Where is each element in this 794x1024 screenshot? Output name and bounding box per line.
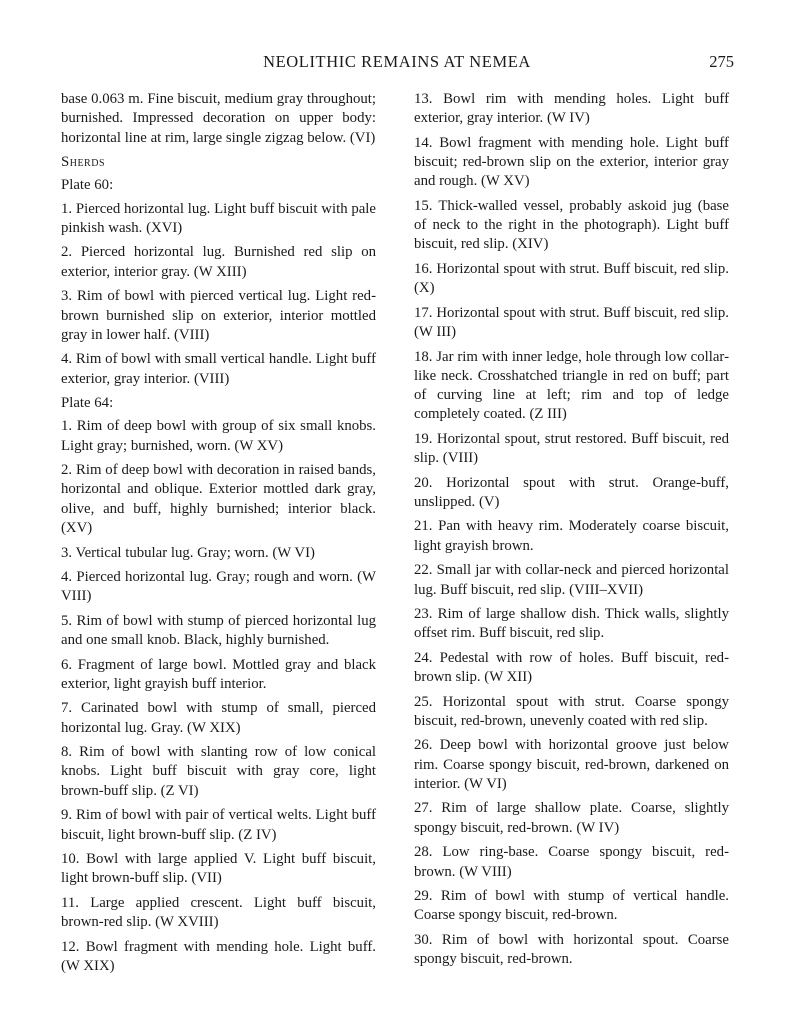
- page-header: [60, 52, 734, 76]
- catalog-entry: 15. Thick-walled vessel, probably askoid jug (base of neck to the right in the photograph). Light buff biscuit, red slip. (XIV): [414, 197, 729, 253]
- section-heading-sherds: Sherds: [61, 154, 106, 171]
- catalog-entry: 27. Rim of large shallow plate. Coarse, slightly spongy biscuit, red-brown. (W IV): [414, 800, 729, 836]
- catalog-entry: 2. Rim of deep bowl with decoration in raised bands, horizontal and oblique. Exterior mottled dark gray, olive, and buff, highly burnished; interior black. (XV): [61, 462, 376, 537]
- catalog-entry: 5. Rim of bowl with stump of pierced horizontal lug and one small knob. Black, highly burnished.: [61, 612, 376, 649]
- catalog-entry: 16. Horizontal spout with strut. Buff biscuit, red slip. (X): [414, 260, 729, 297]
- catalog-entry: 17. Horizontal spout with strut. Buff biscuit, red slip. (W III): [414, 304, 729, 341]
- catalog-entry: 7. Carinated bowl with stump of small, pierced horizontal lug. Gray. (W XIX): [61, 700, 376, 736]
- right-column: [414, 90, 729, 975]
- catalog-entry: 18. Jar rim with inner ledge, hole through low collar-like neck. Crosshatched triangle in red on buff; part of curving line at left; rim and top of ledge completely coated. (Z III): [414, 348, 729, 423]
- catalog-entry: 20. Horizontal spout with strut. Orange-buff, unslipped. (V): [414, 474, 729, 510]
- catalog-entry: 14. Bowl fragment with mending hole. Light buff biscuit; red-brown slip on the exterior, interior gray and rough. (W XV): [414, 134, 729, 190]
- continuation-paragraph: base 0.063 m. Fine biscuit, medium gray throughout; burnished. Impressed decoration on upper body: horizontal line at rim, large single zigzag below. (VI): [61, 91, 376, 146]
- catalog-entry: 3. Vertical tubular lug. Gray; worn. (W VI): [61, 544, 315, 561]
- catalog-entry: 24. Pedestal with row of holes. Buff biscuit, red-brown slip. (W XII): [414, 649, 729, 686]
- catalog-entry: 2. Pierced horizontal lug. Burnished red slip on exterior, interior gray. (W XIII): [61, 244, 376, 280]
- catalog-entry: 29. Rim of bowl with stump of vertical handle. Coarse spongy biscuit, red-brown.: [414, 887, 729, 924]
- catalog-entry: 10. Bowl with large applied V. Light buff biscuit, light brown-buff slip. (VII): [61, 851, 376, 887]
- catalog-entry: 1. Rim of deep bowl with group of six small knobs. Light gray; burnished, worn. (W XV): [61, 418, 376, 454]
- catalog-entry: 26. Deep bowl with horizontal groove just below rim. Coarse spongy biscuit, red-brown, darkened on interior. (W VI): [414, 737, 729, 792]
- running-title: NEOLITHIC REMAINS AT NEMEA: [263, 52, 531, 71]
- catalog-entry: 4. Pierced horizontal lug. Gray; rough and worn. (W VIII): [61, 569, 376, 605]
- catalog-entry: 25. Horizontal spout with strut. Coarse spongy biscuit, red-brown, unevenly coated with red slip.: [414, 693, 729, 729]
- catalog-entry: 11. Large applied crescent. Light buff biscuit, brown-red slip. (W XVIII): [61, 894, 376, 931]
- catalog-entry: 30. Rim of bowl with horizontal spout. Coarse spongy biscuit, red-brown.: [414, 931, 729, 968]
- catalog-entry: 3. Rim of bowl with pierced vertical lug. Light red-brown burnished slip on exterior, interior mottled gray in lower half. (VIII): [61, 288, 376, 343]
- catalog-entry: 19. Horizontal spout, strut restored. Buff biscuit, red slip. (VIII): [414, 430, 729, 467]
- catalog-entry: 8. Rim of bowl with slanting row of low conical knobs. Light buff biscuit with gray core, light brown-buff slip. (Z VI): [61, 744, 376, 799]
- catalog-entry: 6. Fragment of large bowl. Mottled gray and black exterior, light grayish buff interior.: [61, 656, 376, 692]
- page-number: 275: [709, 52, 734, 71]
- catalog-entry: 22. Small jar with collar-neck and pierced horizontal lug. Buff biscuit, red slip. (VIII–XVII): [414, 562, 729, 598]
- left-column: [61, 90, 376, 981]
- catalog-entry: 9. Rim of bowl with pair of vertical welts. Light buff biscuit, light brown-buff slip. (Z IV): [61, 807, 376, 843]
- catalog-entry: 4. Rim of bowl with small vertical handle. Light buff exterior, gray interior. (VIII): [61, 351, 376, 387]
- catalog-entry: 1. Pierced horizontal lug. Light buff biscuit with pale pinkish wash. (XVI): [61, 200, 376, 236]
- catalog-entry: 13. Bowl rim with mending holes. Light buff exterior, gray interior. (W IV): [414, 91, 729, 127]
- catalog-entry: 12. Bowl fragment with mending hole. Light buff. (W XIX): [61, 938, 376, 974]
- catalog-entry: 21. Pan with heavy rim. Moderately coarse biscuit, light grayish brown.: [414, 518, 729, 554]
- plate-60-heading: Plate 60:: [61, 177, 114, 194]
- plate-64-heading: Plate 64:: [61, 395, 114, 412]
- catalog-entry: 23. Rim of large shallow dish. Thick walls, slightly offset rim. Buff biscuit, red slip.: [414, 606, 729, 642]
- catalog-entry: 28. Low ring-base. Coarse spongy biscuit, red-brown. (W VIII): [414, 844, 729, 880]
